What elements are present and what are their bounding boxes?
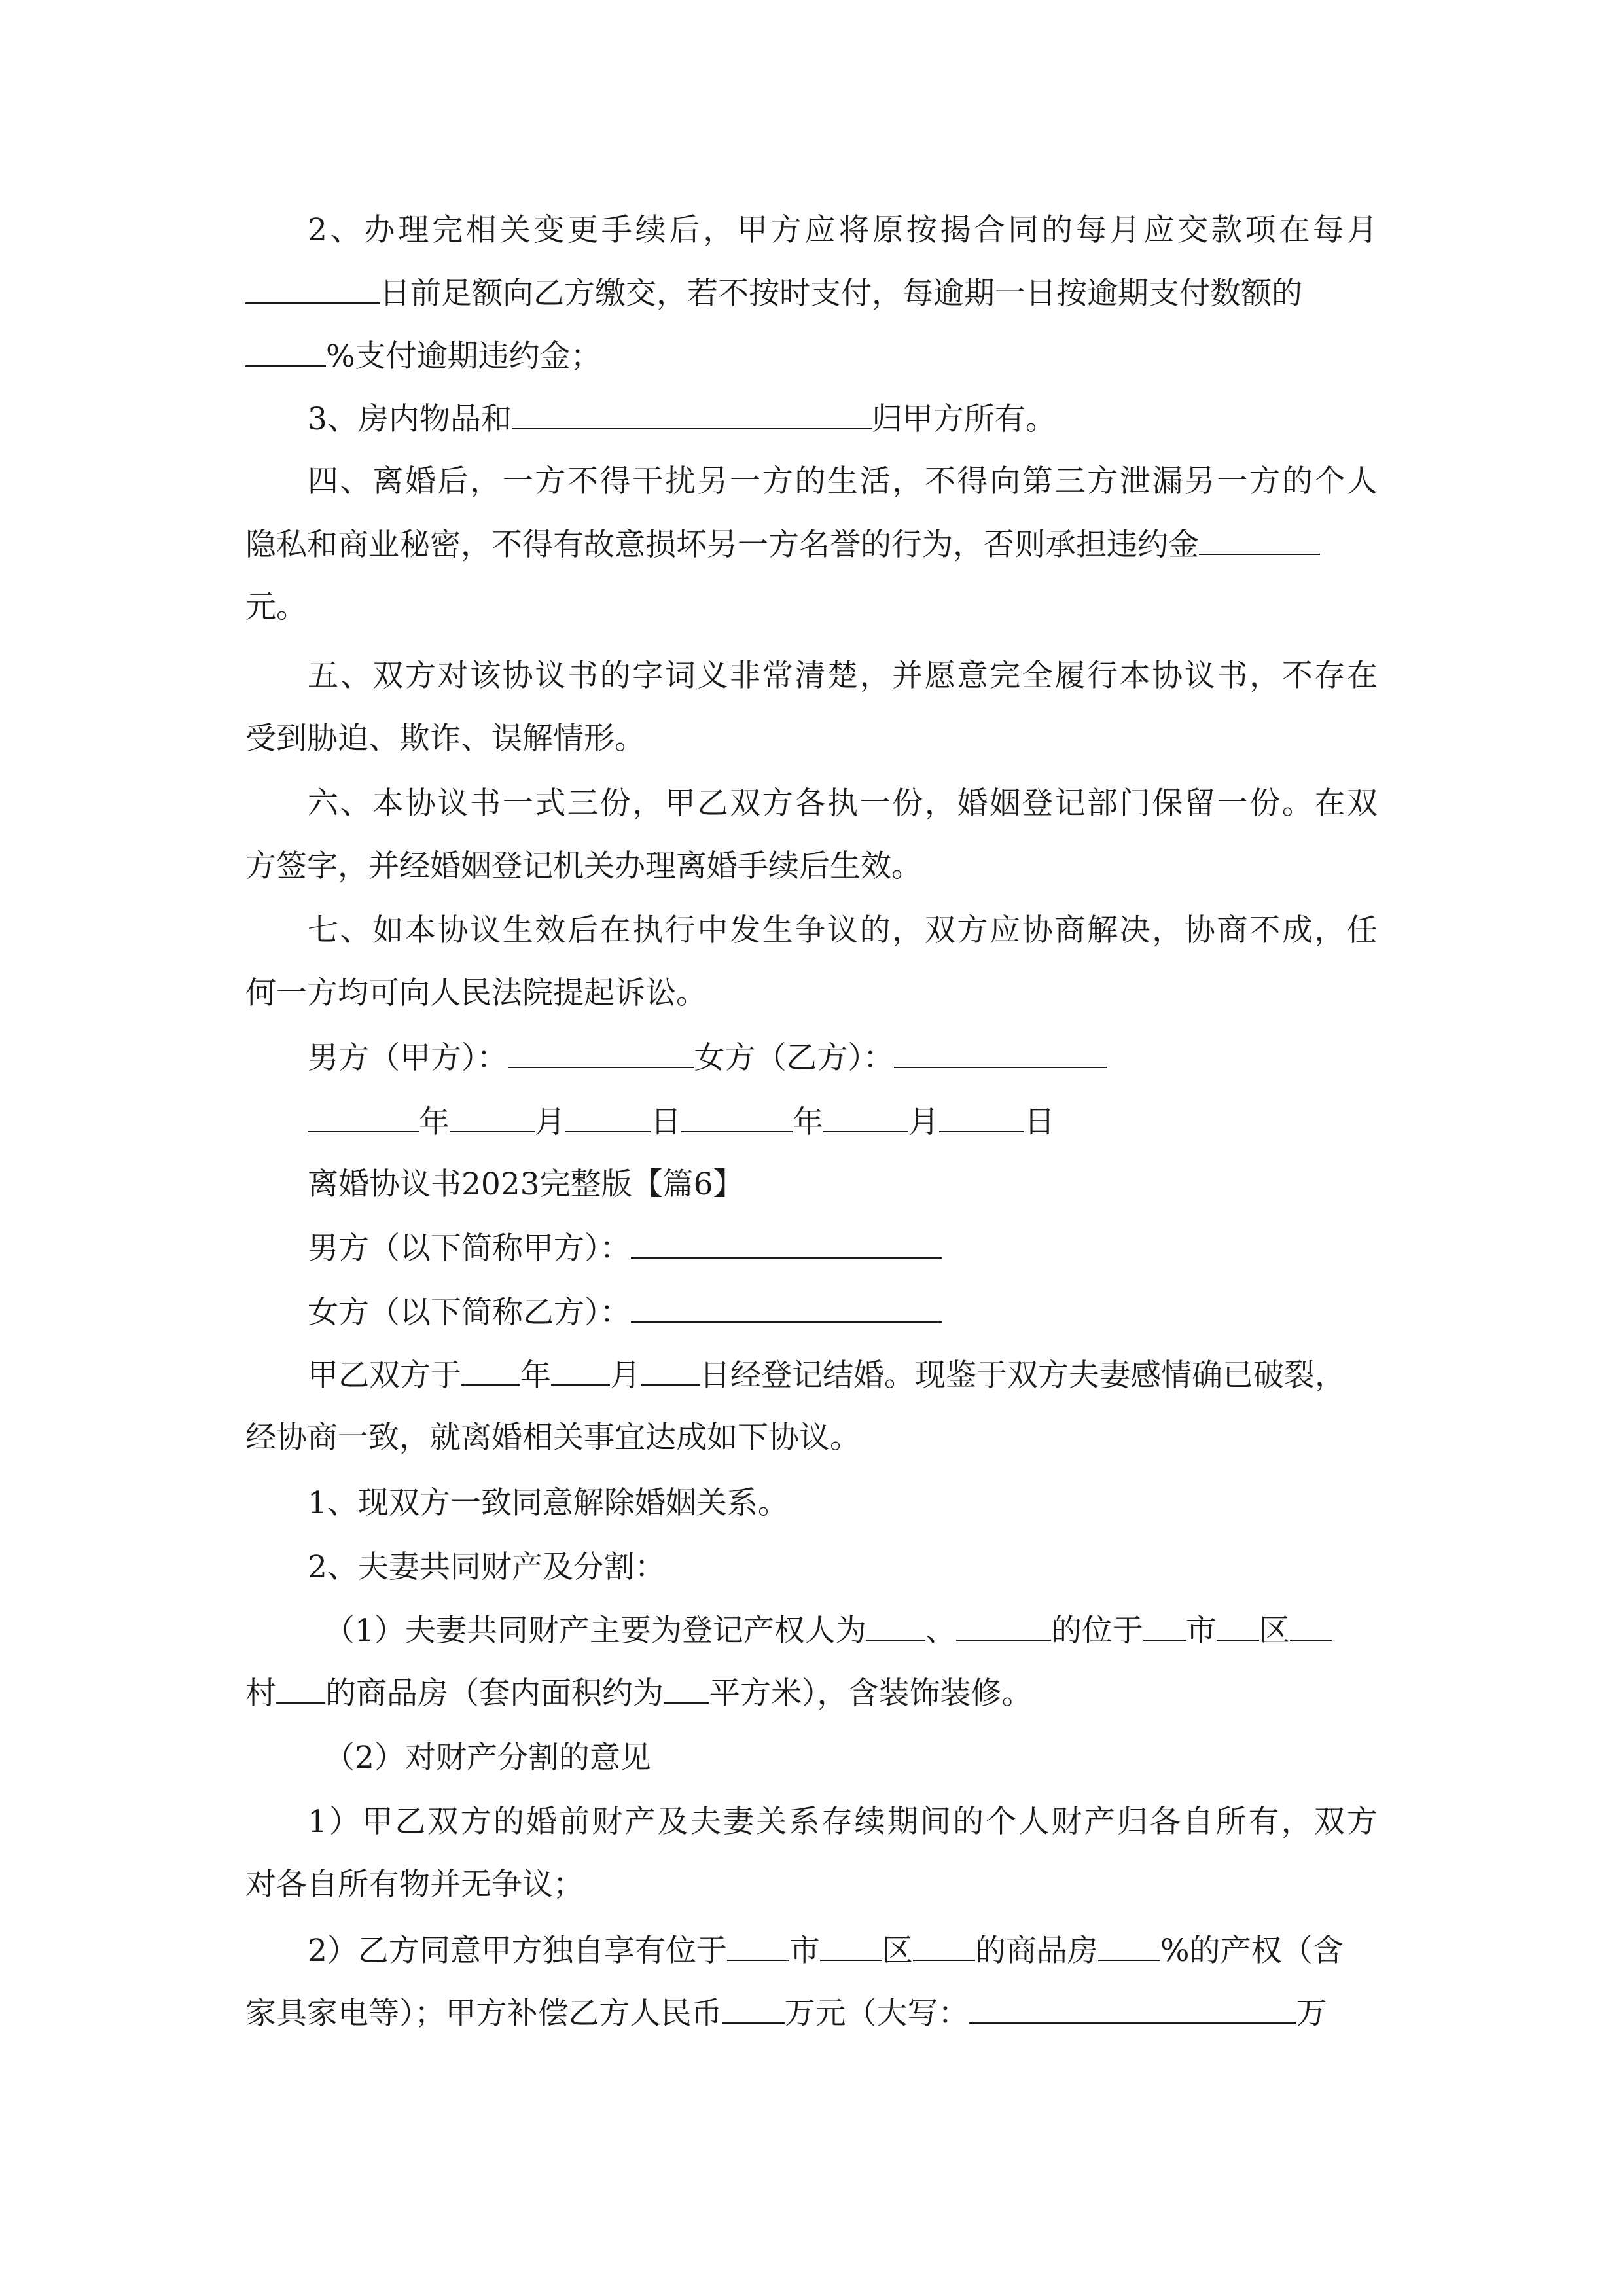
- fill-blank[interactable]: [913, 1931, 975, 1961]
- fill-blank[interactable]: [1199, 525, 1320, 555]
- paragraph-line: 对各自所有物并无争议；: [245, 1867, 584, 1903]
- fill-blank[interactable]: [664, 1674, 709, 1704]
- wife-signature-blank[interactable]: [894, 1038, 1107, 1068]
- party-line: 女方（以下简称乙方）：: [308, 1293, 1378, 1333]
- fill-blank[interactable]: [631, 1293, 942, 1323]
- fill-blank[interactable]: [722, 1994, 785, 2024]
- paragraph-line: 家具家电等）；甲方补偿乙方人民币 万元（大写： 万: [245, 1994, 1378, 2034]
- paragraph-line: %支付逾期违约金；: [245, 336, 1378, 376]
- paragraph-line: 3、房内物品和 归甲方所有。: [308, 399, 1378, 439]
- fill-blank[interactable]: [681, 1102, 793, 1132]
- signature-line: 男方（甲方）： 女方（乙方）：: [308, 1038, 1378, 1078]
- paragraph-line: 元。: [245, 589, 307, 625]
- paragraph-line: 日前足额向乙方缴交，若不按时支付，每逾期一日按逾期支付数额的: [245, 274, 1378, 314]
- fill-blank[interactable]: [461, 1355, 520, 1386]
- fill-blank[interactable]: [308, 1102, 419, 1132]
- party-line: 男方（以下简称甲方）：: [308, 1229, 1378, 1268]
- paragraph-line: 经协商一致，就离婚相关事宜达成如下协议。: [245, 1420, 861, 1456]
- fill-blank[interactable]: [820, 1931, 882, 1961]
- fill-blank[interactable]: [551, 1355, 610, 1386]
- fill-blank[interactable]: [956, 1611, 1051, 1641]
- paragraph-line: 1）甲乙双方的婚前财产及夫妻关系存续期间的个人财产归各自所有，双方: [308, 1804, 1378, 1840]
- fill-blank[interactable]: [969, 1994, 1296, 2024]
- date-line: 年 月 日 年 月 日: [308, 1102, 1378, 1142]
- fill-blank[interactable]: [450, 1102, 535, 1132]
- fill-blank[interactable]: [1143, 1611, 1186, 1641]
- paragraph-line: 2、办理完相关变更手续后，甲方应将原按揭合同的每月应交款项在每月: [308, 212, 1378, 248]
- paragraph-line: 方签字，并经婚姻登记机关办理离婚手续后生效。: [245, 848, 922, 884]
- paragraph-line: 村 的商品房（套内面积约为 平方米），含装饰装修。: [245, 1674, 1378, 1713]
- paragraph-line: 2）乙方同意甲方独自享有位于 市 区 的商品房 %的产权（含: [308, 1931, 1378, 1971]
- paragraph-line: （1）夫妻共同财产主要为登记产权人为 、 的位于 市 区: [324, 1611, 1378, 1651]
- paragraph-line: 2、夫妻共同财产及分割：: [308, 1549, 666, 1585]
- paragraph-line: 甲乙双方于 年 月 日经登记结婚。现鉴于双方夫妻感情确已破裂，: [308, 1355, 1378, 1395]
- paragraph-line: 五、双方对该协议书的字词义非常清楚，并愿意完全履行本协议书，不存在: [308, 658, 1378, 694]
- section-title: 离婚协议书2023完整版【篇6】: [308, 1166, 744, 1202]
- fill-blank[interactable]: [245, 274, 380, 304]
- paragraph-line: 隐私和商业秘密，不得有故意损坏另一方名誉的行为，否则承担违约金: [245, 525, 1378, 565]
- fill-blank[interactable]: [512, 399, 872, 429]
- fill-blank[interactable]: [1290, 1611, 1332, 1641]
- fill-blank[interactable]: [631, 1229, 942, 1259]
- paragraph-line: 何一方均可向人民法院提起诉讼。: [245, 975, 707, 1011]
- fill-blank[interactable]: [823, 1102, 908, 1132]
- paragraph-line: （2）对财产分割的意见: [324, 1740, 651, 1776]
- fill-blank[interactable]: [245, 336, 326, 367]
- paragraph-line: 七、如本协议生效后在执行中发生争议的，双方应协商解决，协商不成，任: [308, 912, 1378, 948]
- husband-signature-blank[interactable]: [508, 1038, 694, 1068]
- fill-blank[interactable]: [1217, 1611, 1259, 1641]
- fill-blank[interactable]: [1098, 1931, 1160, 1961]
- fill-blank[interactable]: [866, 1611, 925, 1641]
- paragraph-line: 四、离婚后，一方不得干扰另一方的生活，不得向第三方泄漏另一方的个人: [308, 463, 1378, 499]
- fill-blank[interactable]: [641, 1355, 700, 1386]
- paragraph-line: 受到胁迫、欺诈、误解情形。: [245, 721, 645, 757]
- paragraph-line: 1、现双方一致同意解除婚姻关系。: [308, 1485, 789, 1521]
- fill-blank[interactable]: [939, 1102, 1024, 1132]
- paragraph-line: 六、本协议书一式三份，甲乙双方各执一份，婚姻登记部门保留一份。在双: [308, 785, 1378, 821]
- fill-blank[interactable]: [565, 1102, 651, 1132]
- fill-blank[interactable]: [276, 1674, 325, 1704]
- fill-blank[interactable]: [727, 1931, 789, 1961]
